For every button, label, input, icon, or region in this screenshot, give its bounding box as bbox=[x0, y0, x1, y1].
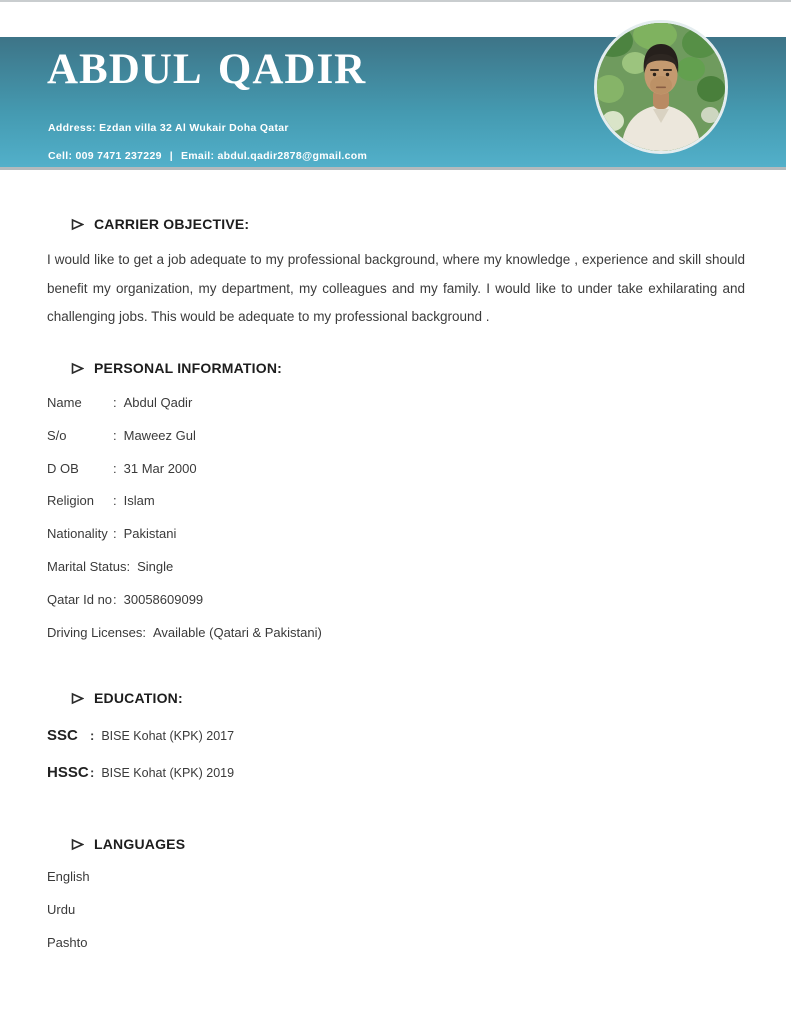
personal-row-father bbox=[47, 428, 322, 461]
section-title-objective: CARRIER OBJECTIVE: bbox=[94, 216, 250, 232]
language-item: Urdu bbox=[47, 902, 76, 917]
field-colon: : bbox=[113, 493, 117, 509]
field-value: Maweez Gul bbox=[123, 427, 196, 443]
objective-paragraph: I would like to get a job adequate to my professional background, where my knowledge , experience and skill should benefit my organization, my department, my colleagues and my family. I would like to under take exhilarating and challenging jobs. This would be adequate to my professional background . bbox=[47, 252, 745, 324]
field-label: S/o bbox=[47, 427, 67, 443]
person-name: ABDUL QADIR bbox=[47, 46, 367, 93]
field-label: Qatar Id no bbox=[47, 591, 113, 607]
field-label: Marital Status bbox=[47, 558, 127, 574]
section-title-education: EDUCATION: bbox=[94, 690, 183, 706]
field-label: Name bbox=[47, 395, 82, 410]
field-colon: : bbox=[90, 728, 95, 743]
profile-photo-illustration bbox=[597, 23, 725, 151]
field-colon: : bbox=[126, 558, 131, 574]
section-heading-education bbox=[71, 690, 183, 706]
field-label: Driving Licenses bbox=[47, 624, 143, 640]
field-colon: : bbox=[90, 765, 95, 780]
field-colon: : bbox=[113, 427, 117, 443]
personal-row-driving-licenses bbox=[47, 625, 322, 658]
languages-list bbox=[47, 869, 90, 968]
contact-line bbox=[48, 150, 367, 162]
field-label: Religion bbox=[47, 493, 94, 509]
personal-row-nationality bbox=[47, 526, 322, 559]
field-colon: : bbox=[113, 591, 117, 607]
field-value: 31 Mar 2000 bbox=[123, 460, 197, 476]
section-heading-objective bbox=[71, 216, 249, 232]
personal-row-name bbox=[47, 395, 322, 428]
degree-label: SSC bbox=[47, 727, 78, 744]
field-colon: : bbox=[113, 395, 117, 410]
field-colon: : bbox=[113, 526, 117, 542]
education-row-hssc bbox=[47, 764, 234, 801]
arrowhead-bullet-icon bbox=[71, 362, 84, 375]
personal-info-list bbox=[47, 395, 322, 657]
field-label: D OB bbox=[47, 460, 79, 476]
field-value: Abdul Qadir bbox=[123, 395, 193, 410]
profile-photo bbox=[594, 20, 728, 154]
page-top-border bbox=[0, 0, 791, 2]
section-heading-languages bbox=[71, 836, 185, 852]
section-title-personal: PERSONAL INFORMATION: bbox=[94, 360, 283, 376]
language-item: Pashto bbox=[47, 935, 88, 950]
degree-value: BISE Kohat (KPK) 2019 bbox=[101, 766, 235, 780]
personal-row-qatar-id bbox=[47, 592, 322, 625]
language-item: English bbox=[47, 869, 90, 884]
section-title-languages: LANGUAGES bbox=[94, 836, 186, 852]
degree-value: BISE Kohat (KPK) 2017 bbox=[101, 729, 235, 743]
personal-row-marital-status bbox=[47, 559, 322, 592]
address-line: Address: Ezdan villa 32 Al Wukair Doha Qatar bbox=[48, 122, 289, 134]
field-colon: : bbox=[142, 624, 146, 640]
personal-row-religion bbox=[47, 493, 322, 526]
field-value: 30058609099 bbox=[123, 591, 204, 607]
arrowhead-bullet-icon bbox=[71, 692, 84, 705]
education-list bbox=[47, 727, 234, 801]
arrowhead-bullet-icon bbox=[71, 218, 84, 231]
field-value: Available (Qatari & Pakistani) bbox=[153, 624, 322, 640]
field-value: Islam bbox=[123, 493, 155, 509]
field-value: Pakistani bbox=[123, 526, 177, 542]
degree-label: HSSC bbox=[47, 764, 89, 781]
arrowhead-bullet-icon bbox=[71, 838, 84, 851]
section-heading-personal bbox=[71, 360, 282, 376]
field-colon: : bbox=[113, 460, 117, 476]
email-address: Email: abdul.qadir2878@gmail.com bbox=[180, 150, 368, 162]
personal-row-dob bbox=[47, 461, 322, 494]
contact-separator: | bbox=[169, 150, 173, 162]
cell-number: Cell: 009 7471 237229 bbox=[48, 150, 162, 162]
education-row-ssc bbox=[47, 727, 234, 764]
field-value: Single bbox=[137, 558, 174, 574]
field-label: Nationality bbox=[47, 526, 108, 542]
